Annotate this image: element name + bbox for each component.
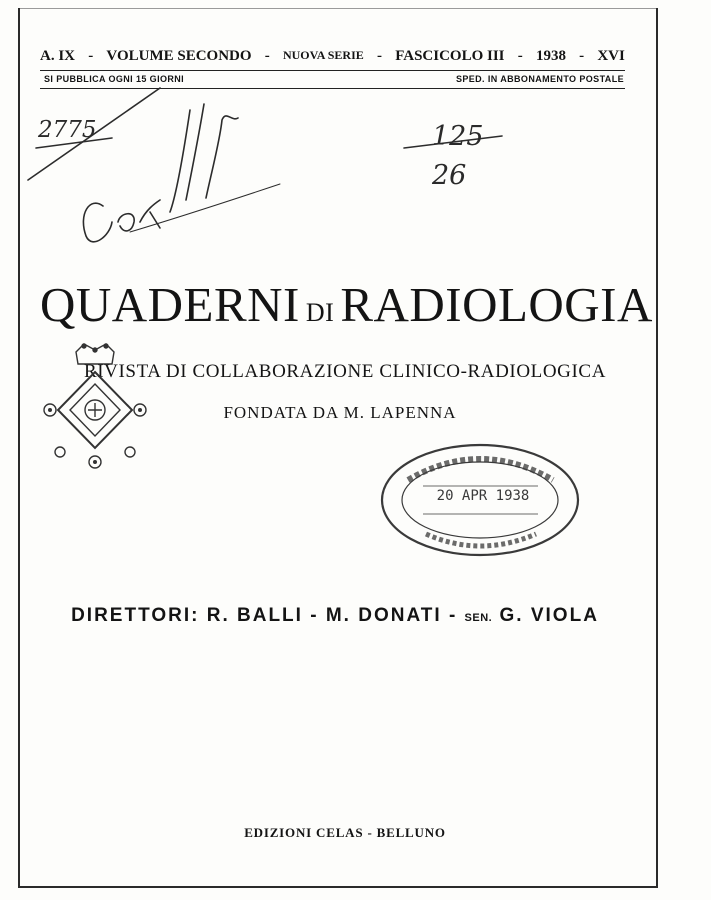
issue-header-line: A. IX - VOLUME SECONDO - NUOVA SERIE - FASCICOLO III - 1938 - XVI [40,48,625,64]
signature-tail [130,184,280,232]
senator-prefix: SEN. [464,612,493,624]
journal-title [40,277,653,332]
shelfmark-bottom: 26 [432,160,467,191]
director-donati: M. DONATI [325,605,442,626]
directors-label: DIRETTORI: [71,605,200,626]
inventory-number: 2775 [38,117,97,143]
title-word-quaderni: QUADERNI [40,277,300,332]
postal-shipping-note: SPED. IN ABBONAMENTO POSTALE [455,74,624,84]
shelfmark-top: 125 [432,121,484,152]
publication-frequency: SI PUBBLICA OGNI 15 GIORNI [44,74,185,84]
volume-label: VOLUME SECONDO [106,48,252,64]
title-word-radiologia: RADIOLOGIA [340,277,653,332]
year-number: 1938 [535,48,566,64]
fascist-era-year: XVI [597,48,625,64]
library-crown-seal-icon [40,342,150,482]
founder-line: FONDATA DA M. LAPENNA [223,403,457,422]
title-word-di: DI [305,298,335,327]
issue-label: FASCICOLO III [395,48,505,64]
year-volume-label: A. IX [40,48,76,64]
stamp-received-date: 20 APR 1938 [436,488,530,504]
director-balli: R. BALLI [206,605,303,626]
director-viola: G. VIOLA [499,605,599,626]
journal-subtitle: RIVISTA DI COLLABORAZIONE CLINICO-RADIOLOGICA [83,361,607,382]
series-label: NUOVA SERIE [282,48,364,62]
directors-line: DIRETTORI: R. BALLI - M. DONATI - SEN. G. VIOLA [71,605,599,626]
publisher-line: EDIZIONI CELAS - BELLUNO [244,825,446,840]
